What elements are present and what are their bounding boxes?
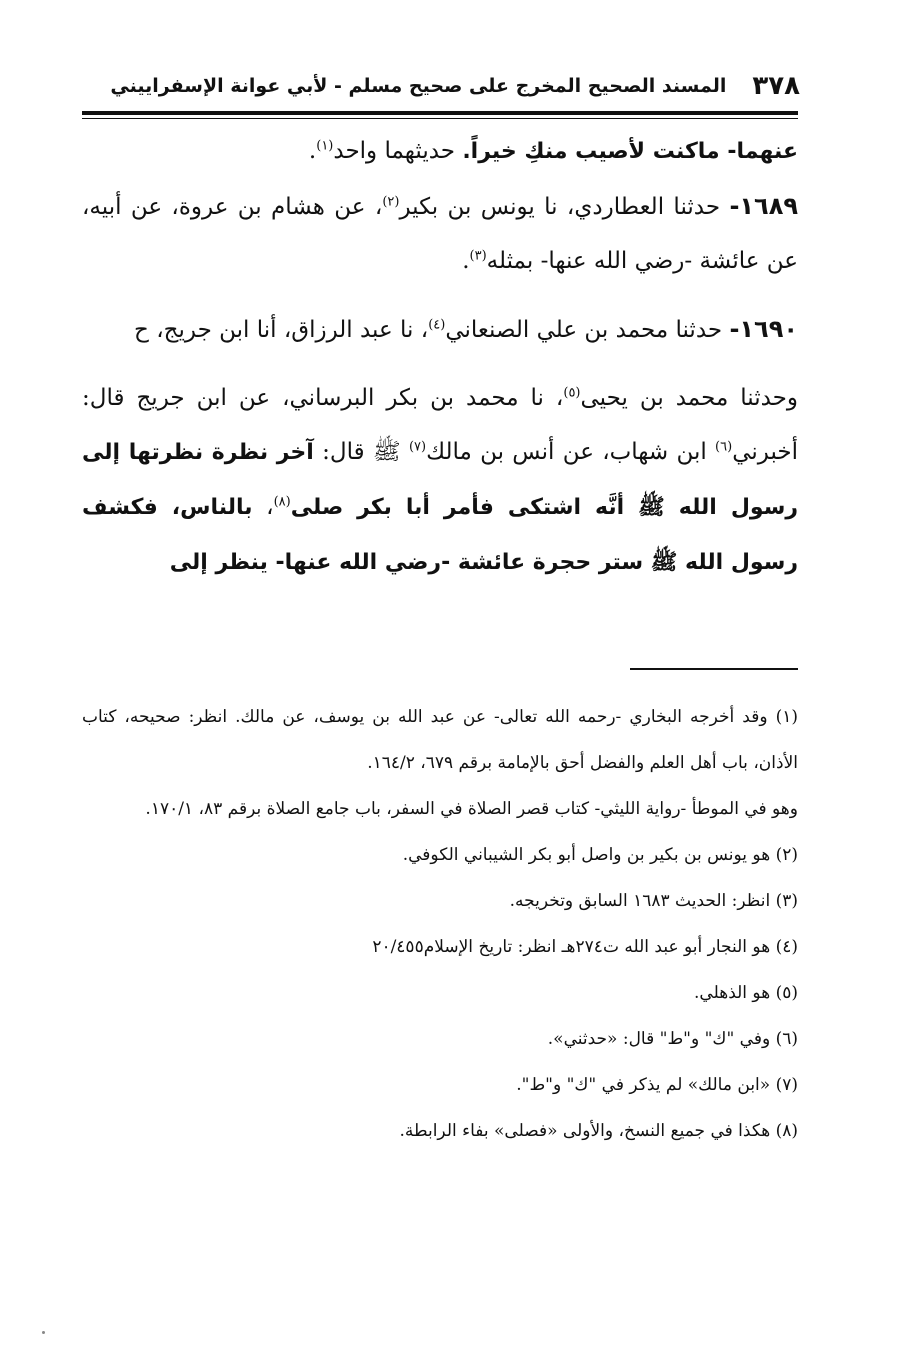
footnote-ref: (٧): [408, 439, 427, 455]
footnote-separator: [630, 668, 798, 670]
footnote-ref: (٤): [428, 317, 446, 333]
header-rule-thin: [82, 118, 798, 119]
footnote-ref: (١): [316, 138, 334, 154]
main-text: [82, 124, 798, 590]
footnote-1-cont: وهو في الموطأ -رواية الليثي- كتاب قصر الصلاة في السفر، باب جامع الصلاة برقم ٨٣، ١٧٠/١.: [145, 799, 798, 819]
scan-speck: [42, 1331, 45, 1334]
header-rule-thick: [82, 111, 798, 115]
running-header: [80, 66, 800, 106]
bold-matn: بالناس، فكشف رسول الله ﷺ ستر حجرة عائشة -رضي الله عنها- ينظر إلى: [82, 495, 798, 575]
footnote-2: (٢) هو يونس بن بكير بن واصل أبو بكر الشيباني الكوفي.: [402, 845, 798, 865]
hadith-1690-second-chain: وحدثنا محمد بن يحيى$^{(٥)}$، نا محمد بن بكر البرساني، عن ابن جريج قال: أخبرني$^{(٦)}$ ابن شهاب، عن أنس بن مالك$^{(٧)}$ ﷺ قال: آخر نظرة نظرتها إلى رسول الله ﷺ أنَّه اشتكى فأمر أبا بكر صلى$^{(٨)}$، بالناس، فكشف رسول الله ﷺ ستر حجرة عائشة -رضي الله عنها- ينظر إلى: [82, 385, 799, 575]
hadith-number: ١٦٨٩-: [729, 192, 798, 220]
hadith-1690: ١٦٩٠- حدثنا محمد بن علي الصنعاني$^{(٤)}$، نا عبد الرزاق، أنا ابن جريج، ح: [134, 315, 798, 343]
footnote-ref: (٦): [715, 439, 733, 455]
bold-matn: آخر نظرة نظرتها إلى رسول الله ﷺ أنَّه اشتكى فأمر أبا بكر صلى: [82, 440, 799, 520]
footnote-1: (١) وقد أخرجه البخاري -رحمه الله تعالى- عن عبد الله بن يوسف، عن مالك. انظر: صحيحه، كتاب الأذان، باب أهل العلم والفضل أحق بالإمامة برقم ٦٧٩، ١٦٤/٢.: [82, 707, 798, 773]
footnotes: [82, 694, 798, 1154]
page-number: ٣٧٨: [752, 71, 800, 101]
footnote-7: (٧) «ابن مالك» لم يذكر في "ك" و"ط".: [516, 1075, 798, 1095]
footnote-ref: (٢): [382, 194, 400, 210]
footnote-8: (٨) هكذا في جميع النسخ، والأولى «فصلى» بفاء الرابطة.: [399, 1121, 798, 1141]
bold-quote: عنهما- ماكنت لأصيب منكِ خيراً.: [462, 139, 798, 164]
footnote-ref: (٥): [563, 385, 581, 401]
footnote-ref: (٣): [469, 248, 487, 264]
footnote-5: (٥) هو الذهلي.: [694, 983, 798, 1003]
footnote-4: (٤) هو النجار أبو عبد الله ت٢٧٤هـ انظر: تاريخ الإسلام٢٠/٤٥٥: [372, 937, 798, 957]
hadith-1689: ١٦٨٩- حدثنا العطاردي، نا يونس بن بكير$^{(٢)}$، عن هشام بن عروة، عن أبيه، عن عائشة -رضي الله عنها- بمثله$^{(٣)}$.: [82, 192, 798, 274]
text-line-1: عنهما- ماكنت لأصيب منكِ خيراً. حديثهما واحد$^{(١)}$.: [308, 138, 798, 164]
hadith-number: ١٦٩٠-: [729, 315, 798, 343]
running-title: المسند الصحيح المخرج على صحيح مسلم - لأبي عوانة الإسفراييني: [110, 75, 727, 97]
footnote-3: (٣) انظر: الحديث ١٦٨٣ السابق وتخريجه.: [509, 891, 798, 911]
footnote-6: (٦) وفي "ك" و"ط" قال: «حدثني».: [547, 1029, 798, 1049]
footnote-ref: (٨): [273, 494, 291, 510]
